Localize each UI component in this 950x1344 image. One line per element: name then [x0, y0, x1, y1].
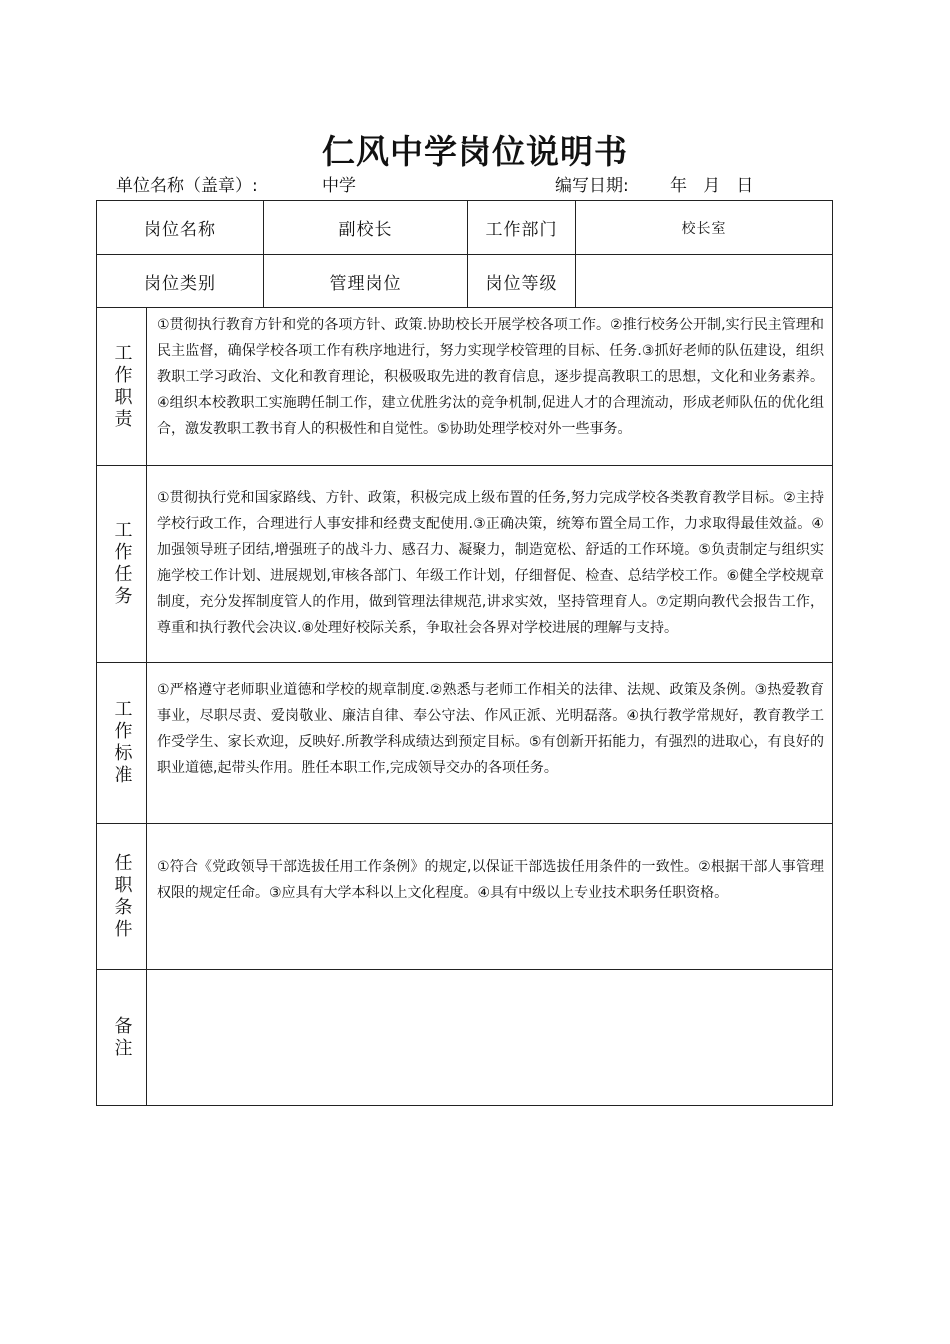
department-label: 工作部门: [468, 201, 576, 255]
position-grade-label: 岗位等级: [468, 255, 576, 308]
position-category-value: 管理岗位: [264, 255, 468, 308]
page-title: 仁风中学岗位说明书: [322, 132, 628, 171]
tasks-text: ①贯彻执行党和国家路线、方针、政策，积极完成上级布置的任务,努力完成学校各类教育教学目标。②主持学校行政工作，合理进行人事安排和经费支配使用.③正确决策，统筹布置全局工作，力求取得最佳效益。④加强领导班子团结,增强班子的战斗力、感召力、凝聚力，制造宽松、舒适的工作环境。⑤负责制定与组织实施学校工作计划、进展规划,审核各部门、年级工作计划，仔细督促、检查、总结学校工作。⑥健全学校规章制度，充分发挥制度管人的作用，做到管理法律规范,讲求实效，坚持管理育人。⑦定期向教代会报告工作，尊重和执行教代会决议.⑧处理好校际关系，争取社会各界对学校进展的理解与支持。: [147, 466, 833, 663]
table-row-qualifications: [97, 824, 833, 970]
position-category-label: 岗位类别: [97, 255, 264, 308]
job-description-table: [96, 200, 833, 1106]
position-name-label: 岗位名称: [97, 201, 264, 255]
standards-text: ①严格遵守老师职业道德和学校的规章制度.②熟悉与老师工作相关的法律、法规、政策及条例。③热爱教育事业，尽职尽责、爱岗敬业、廉洁自律、奉公守法、作风正派、光明磊落。④执行教学常规好，教育教学工作受学生、家长欢迎，反映好.所教学科成绩达到预定目标。⑤有创新开拓能力，有强烈的进取心，有良好的职业道德,起带头作用。胜任本职工作,完成领导交办的各项任务。: [147, 663, 833, 824]
tasks-label: 工作任务: [111, 520, 133, 608]
position-name-value: 副校长: [264, 201, 468, 255]
unit-name-label: 单位名称（盖章）:: [116, 176, 258, 196]
department-value: 校长室: [576, 201, 833, 255]
table-row-tasks: [97, 466, 833, 663]
unit-name-value: 中学: [322, 176, 356, 196]
qualifications-label: 任职条件: [111, 852, 133, 941]
remarks-label: 备注: [111, 1015, 133, 1060]
qualifications-text: ①符合《党政领导干部选拔任用工作条例》的规定,以保证干部选拔任用条件的一致性。②根据干部人事管理权限的规定任命。③应具有大学本科以上文化程度。④具有中级以上专业技术职务任职资格。: [147, 824, 833, 970]
table-row-standards: [97, 663, 833, 824]
table-row-position: [97, 201, 833, 255]
standards-label: 工作标准: [111, 699, 133, 787]
duties-text: ①贯彻执行教育方针和党的各项方针、政策.协助校长开展学校各项工作。②推行校务公开制,实行民主管理和民主监督，确保学校各项工作有秩序地进行，努力实现学校管理的目标、任务.③抓好老师的队伍建设，组织教职工学习政治、文化和教育理论，积极吸取先进的教育信息，逐步提高教职工的思想，文化和业务素养。④组织本校教职工实施聘任制工作，建立优胜劣汰的竞争机制,促进人才的合理流动，形成老师队伍的优化组合，激发教职工教书育人的积极性和自觉性。⑤协助处理学校对外一些事务。: [147, 308, 833, 466]
position-grade-value: [576, 255, 833, 308]
compile-date-label: 编写日期:: [555, 176, 629, 196]
table-row-duties: [97, 308, 833, 466]
table-row-category: [97, 255, 833, 308]
compile-date-value: 年 月 日: [670, 176, 754, 196]
duties-label: 工作职责: [111, 342, 133, 431]
table-row-remarks: [97, 970, 833, 1106]
remarks-text: [147, 970, 833, 1106]
